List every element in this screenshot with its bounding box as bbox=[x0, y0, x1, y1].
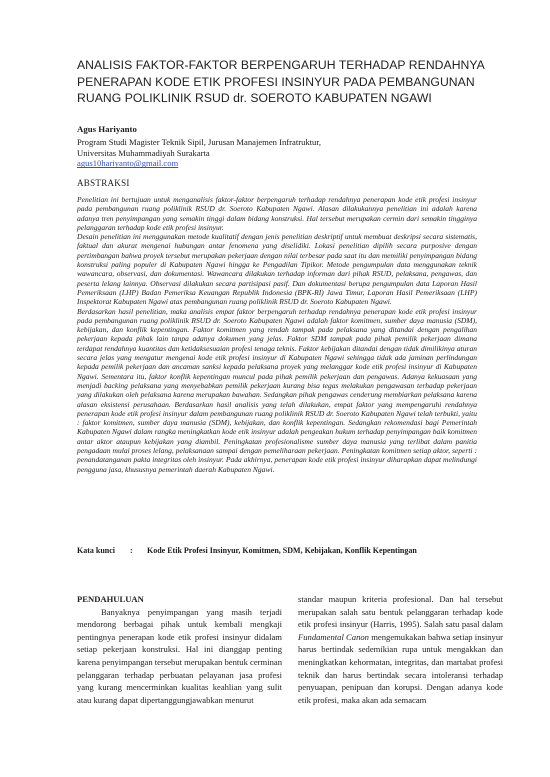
title-line: RUANG POLIKLINIK RSUD dr. SOEROTO KABUPATEN NGAWI bbox=[77, 91, 432, 105]
keywords-value: Kode Etik Profesi Insinyur, Komitmen, SDM, Kebijakan, Konflik Kepentingan bbox=[147, 546, 417, 555]
body-paragraph bbox=[298, 593, 503, 706]
body-text: standar maupun kriteria profesional. Dan hal tersebut merupakan salah satu bentuk pelanggaran terhadap kode etik profesi insinyur (Harris, 1995). Salah satu pasal dalam bbox=[298, 594, 503, 630]
abstract-body bbox=[77, 195, 477, 474]
keywords-row bbox=[77, 546, 497, 555]
paper-title bbox=[77, 57, 487, 107]
abstract-paragraph: Berdasarkan hasil penelitian, maka analisis empat faktor berpengaruh terhadap rendahnya penerapan kode etik profesi insinyur pada pembangunan ruang poliklinik RSUD dr. Soeroto Kabupaten Ngawi adalah faktor komitmen, sumber daya manusia (SDM), kebijakan, dan konflik kepentingan. Faktor komitmen yang rendah tampak pada pelaksana yang ditandai dengan pengalihan pekerjaan kepada pihak lain tanpa adanya dokumen yang jelas. Faktor SDM tampak pada pihak pemilik pekerjaan dimana terdapat rendahnya kuantitas dan ketidaksesuaian profesi tenaga teknis. Faktor kebijakan ditandai dengan tidak dimilikinya aturan secara jelas yang mengatur mengenai kode etik profesi insinyur di Kabupaten Ngawi sehingga tidak ada jaminan perlindungan kepada pemilik pekerjaan dan ancaman sanksi kepada pelaksana proyek yang melanggar kode etik profesi insinyur di Kabupaten Ngawi. Sementara itu, faktor konflik kepentingan muncul pada pihak pemilik pekerjaan dan pengawas. Adanya kekuasaan yang menjadi backing pelaksana yang menyebabkan pemilik pekerjaan kurang bisa tegas melakukan pengawasan terhadap pekerjaan yang dilakukan oleh pelaksana karena merupakan bawahan. Sedangkan pihak pengawas cenderung membiarkan pelaksana karena alasan eksistensi perusahaan. Berdasarkan hasil analisis yang telah dilakukan, empat faktor yang mempengaruhi rendahnya penerapan kode etik profesi insinyur dalam pembangunan ruang poliklinik RSUD dr. Soeroto Kabupaten Ngawi telah terbukti, yaitu : faktor komitmen, sumber daya manusia (SDM), kebijakan, dan konflik kepentingan. Sedangkan rekomendasi bagi Pemerintah Kabupaten Ngawi dalam rangka meningkatkan kode etik insinyur adalah pengeakan hukum terhadap penyimpangan baik komitmen antar aktor ataupun kebijakan yang diambil. Peningkatan profesionalisme sumber daya manusia yang terlibat dalam panitia pengadaan mulai proses lelang, pelaksanaan sampai dengan pemeliharaan pekerjaan. Peningkatan komitmen setiap aktor, seperti : penandatanganan pakta integritas oleh insinyur. Pada akhirnya, penerapan kode etik profesi insinyur diharapkan dapat melindungi pengguna jasa, khususnya pemerintah daerah Kabupaten Ngawi. bbox=[77, 306, 477, 474]
body-italic-term: Fundamental Canon bbox=[298, 631, 369, 642]
author-affiliation: Program Studi Magister Teknik Sipil, Jurusan Manajemen Infratruktur, bbox=[77, 136, 322, 147]
author-university: Universitas Muhammadiyah Surakarta bbox=[77, 147, 210, 158]
right-column bbox=[298, 593, 503, 706]
left-column bbox=[77, 593, 282, 706]
abstract-paragraph: Desain penelitian ini menggunakan metode kualitatif dengan jenis penelitian deskriptif untuk membuat deskripsi secara sistematis, faktual dan akurat mengenai hubungan antar fenomena yang diselidiki. Lokasi penelitian dipilih secara purposive dengan pertimbangan bahwa proyek tersebut merupakan pekerjaan dengan nilai terbesar pada saat itu dan memiliki penyimpangan bidang konstruksi paling populer di Kabupaten Ngawi hingga ke Pengadilan Tipikor. Metode pengumpulan data menggunakan teknik wawancara, observasi, dan dokumentasi. Wawancara dilakukan terhadap informan dari pihak RSUD, pelaksana, pengawas, dan peserta lelang lainnya. Observasi dilakukan secara partisipasi pasif. Dan dokumentasi berupa pengumpulan data Laporan Hasil Pemeriksaan (LHP) Badan Pemeriksa Keuangan Republik Indonesia (BPK-RI) Jawa Timur, Laporan Hasil Pemeriksaan (LHP) Inspektorat Kabupaten Ngawi atas pembangunan ruang poliklinik RSUD dr. Soeroto Kabupaten Ngawi. bbox=[77, 232, 477, 307]
author-name: Agus Hariyanto bbox=[77, 124, 137, 134]
title-line: ANALISIS FAKTOR-FAKTOR BERPENGARUH TERHADAP RENDAHNYA bbox=[77, 58, 485, 72]
abstract-heading: ABSTRAKSI bbox=[77, 178, 130, 188]
abstract-paragraph: Penelitian ini bertujuan untuk menganalisis faktor-faktor berpengaruh terhadap rendahnya penerapan kode etik profesi insinyur pada pembangunan ruang poliklinik RSUD dr. Soeroto Kabupaten Ngawi. Alasan dilakukannya penelitian ini adalah karena adanya tren penyimpangan yang semakin tinggi dalam bidang konstruksi. Hal tersebut merupakan cermin dari semakin tingginya pelanggaran terhadap kode etik profesi insinyur. bbox=[77, 195, 477, 232]
body-text: mengemukakan bahwa setiap insinyur harus bertindak sedemikian rupa untuk mengakkan dan meningkatkan kehormatan, integritas, dan martabat profesi teknik dan harus bertindak secara intoleransi terhadap penyuapan, penipuan dan korupsi. Dengan adanya kode etik profesi, maka akan ada semacam bbox=[298, 631, 503, 705]
keywords-label: Kata kunci bbox=[77, 546, 116, 555]
title-line: PENERAPAN KODE ETIK PROFESI INSINYUR PADA PEMBANGUNAN bbox=[77, 74, 475, 89]
keywords-colon: : bbox=[130, 546, 133, 555]
author-email-link[interactable]: agus10hariyanto@gmail.com bbox=[77, 158, 179, 169]
author-block bbox=[77, 124, 477, 169]
body-paragraph: Banyaknya penyimpangan yang masih terjadi mendorong berbagai pihak untuk kembali mengkaji pentingnya penerapan kode etik profesi insinyur didalam setiap pekerjaan konstruksi. Hal ini dianggap penting karena penyimpangan tersebut merupakan bentuk cerminan pelanggaran terhadap perbuatan pelayanan jasa profesi yang kurang mencerminkan kualitas keahlian yang sulit atau kurang dapat dipertanggungjawabkan menurut bbox=[77, 606, 282, 705]
section-heading: PENDAHULUAN bbox=[77, 594, 144, 604]
